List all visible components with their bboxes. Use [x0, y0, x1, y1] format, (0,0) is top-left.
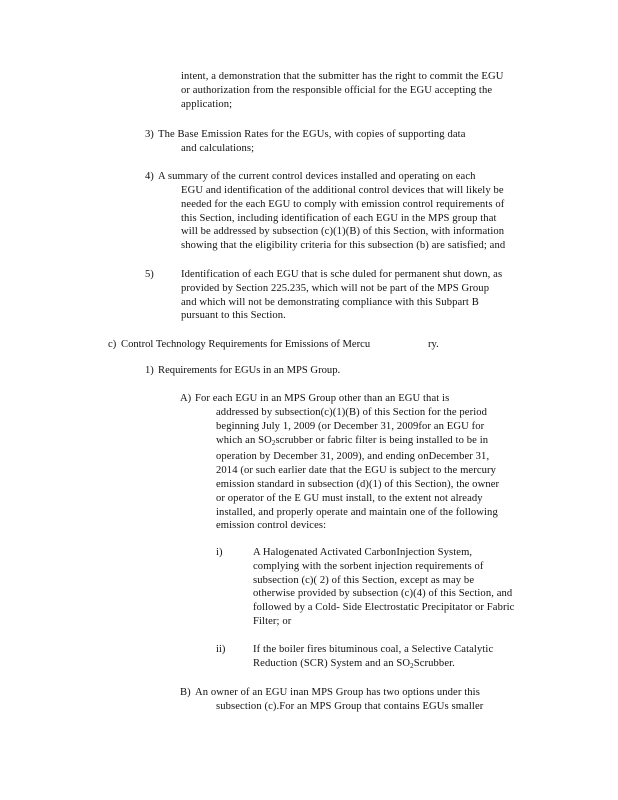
item-3-continuation: [181, 142, 254, 156]
item-4-first-line-block: [158, 170, 476, 184]
text-line: For each EGU in an MPS Group other than an EGU that is: [195, 393, 450, 404]
text-line: operation by December 31, 2009), and ending onDecember 31,: [216, 451, 490, 463]
text-line: emission standard in subsection (d)(1) of this Section), the owner: [216, 478, 500, 490]
subscript: 2: [410, 661, 414, 670]
item-a-first-line-block: [195, 392, 449, 406]
text-line: 2014 (or such earlier date that the EGU is subject to the mercury: [216, 465, 497, 477]
section-c-heading-tail: ry.: [428, 339, 439, 350]
text-fragment: scrubber or fabric filter is being installed to be in: [275, 434, 489, 446]
text-line: addressed by subsection(c)(1)(B) of this Section for the period: [216, 407, 488, 418]
item-ii-paragraph: [253, 643, 493, 674]
item-4-label: 4): [145, 171, 154, 182]
item-a-continuation: [216, 406, 499, 533]
item-b-continuation: [216, 700, 483, 714]
item-b-first-line-block: [195, 686, 480, 700]
item-ii-label: ii): [216, 644, 226, 655]
text-line: subsection (c).For an MPS Group that contains EGUs smaller: [216, 701, 484, 712]
item-5-label: 5): [145, 269, 154, 280]
text-line: application;: [181, 98, 233, 110]
text-line: [216, 434, 499, 451]
text-line: beginning July 1, 2009 (or December 31, 2009for an EGU for: [216, 420, 485, 432]
text-fragment: which an SO: [216, 434, 272, 446]
item-i-paragraph: [253, 546, 514, 629]
text-line: An owner of an EGU inan MPS Group has two options under this: [195, 687, 480, 698]
text-line: Identification of each EGU that is sche duled for permanent shut down, as: [181, 269, 503, 280]
text-line: otherwise provided by subsection (c)(4) of this Section, and: [253, 588, 513, 600]
text-line: needed for the each EGU to comply with emission control requirements of: [181, 198, 505, 210]
text-line: or operator of the E GU must install, to the extent not already: [216, 492, 483, 504]
item-3-first-line-block: [158, 128, 466, 142]
text-line: The Base Emission Rates for the EGUs, with copies of supporting data: [158, 129, 466, 140]
text-line: or authorization from the responsible official for the EGU accepting the: [181, 84, 493, 96]
text-line: followed by a Cold- Side Electrostatic Precipitator or Fabric: [253, 602, 515, 614]
text-line: installed, and properly operate and maintain one of the following: [216, 506, 498, 518]
text-line: pursuant to this Section.: [181, 310, 286, 322]
item-5-paragraph: [181, 268, 502, 323]
text-line: emission control devices:: [216, 520, 327, 532]
subsection-1-label: 1): [145, 365, 154, 376]
text-line: A Halogenated Activated CarbonInjection System,: [253, 547, 473, 558]
item-3-label: 3): [145, 129, 154, 140]
section-c-heading: Control Technology Requirements for Emissions of Mercu: [121, 339, 371, 350]
text-line: this Section, including identification of each EGU in the MPS group that: [181, 212, 497, 224]
subsection-1-heading: Requirements for EGUs in an MPS Group.: [158, 365, 341, 376]
text-line: and which will not be demonstrating compliance with this Subpart B: [181, 296, 479, 308]
text-line: If the boiler fires bituminous coal, a Selective Catalytic: [253, 644, 494, 655]
text-line: complying with the sorbent injection requirements of: [253, 560, 484, 572]
text-line: provided by Section 225.235, which will not be part of the MPS Group: [181, 282, 490, 294]
text-line: Filter; or: [253, 615, 292, 627]
item-4-continuation: [181, 184, 505, 253]
text-line: [253, 657, 493, 674]
item-i-label: i): [216, 547, 223, 558]
intro-paragraph: [181, 70, 504, 111]
text-line: subsection (c)( 2) of this Section, except as may be: [253, 574, 475, 586]
subscript: 2: [271, 438, 276, 447]
text-fragment: Scrubber.: [413, 657, 455, 669]
text-line: A summary of the current control devices installed and operating on each: [158, 171, 476, 182]
item-a-label: A): [180, 393, 192, 404]
text-line: will be addressed by subsection (c)(1)(B) of this Section, with information: [181, 226, 505, 238]
item-b-label: B): [180, 687, 191, 698]
text-line: EGU and identification of the additional control devices that will likely be: [181, 185, 504, 196]
text-line: showing that the eligibility criteria for this subsection (b) are satisfied; and: [181, 240, 506, 252]
text-line: intent, a demonstration that the submitter has the right to commit the EGU: [181, 71, 504, 82]
section-c-label: c): [108, 339, 117, 350]
text-line: and calculations;: [181, 143, 255, 154]
text-fragment: Reduction (SCR) System and an SO: [253, 657, 411, 669]
